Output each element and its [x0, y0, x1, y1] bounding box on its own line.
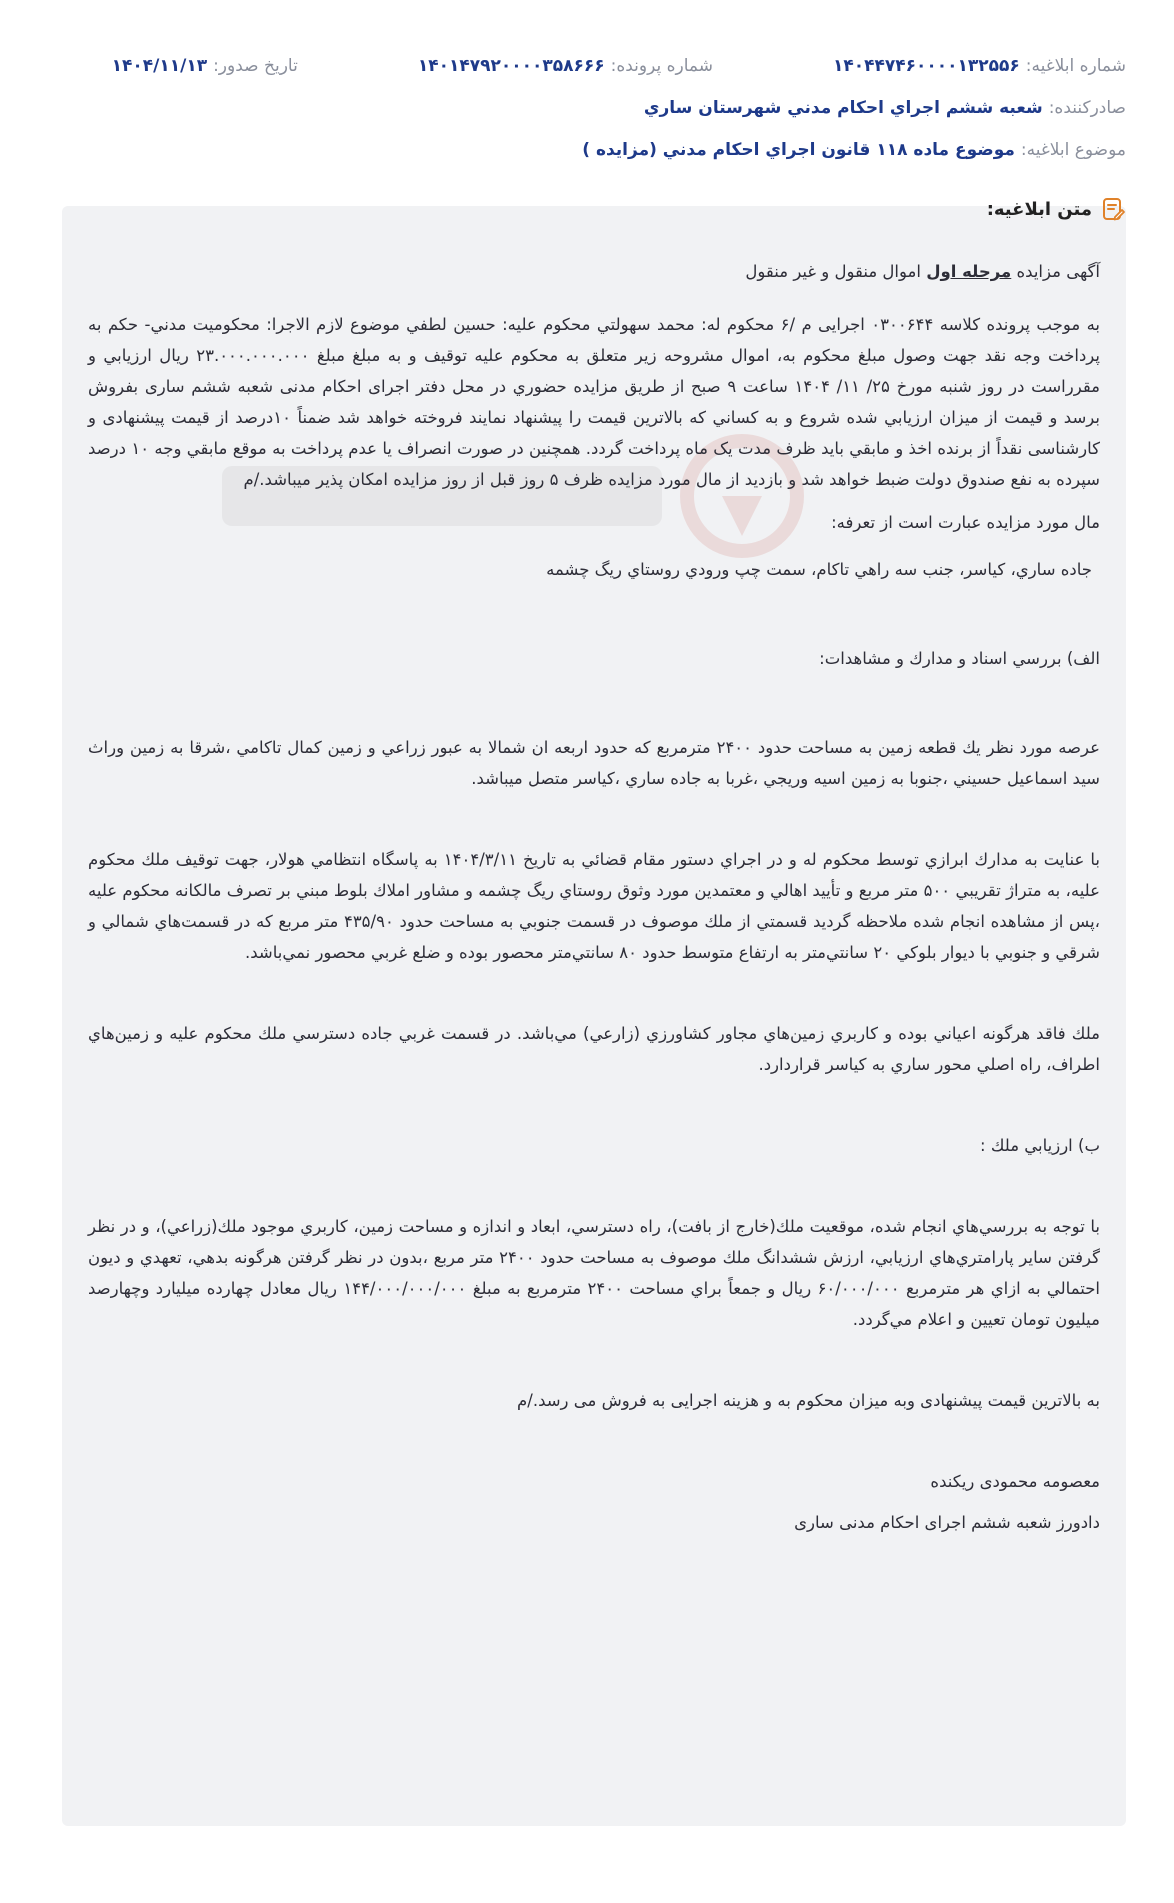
subject-value: موضوع ماده ۱۱۸ قانون اجراي احكام مدني (مزايده ) [582, 140, 1015, 160]
auction-item-intro: مال مورد مزایده عبارت است از تعرفه: [831, 513, 1100, 532]
file-number-value: ۱۴۰۱۴۷۹۲۰۰۰۰۳۵۸۶۶۶ [417, 56, 605, 76]
issue-date-value: ۱۴۰۴/۱۱/۱۳ [111, 56, 208, 76]
subject-row [48, 140, 1126, 160]
valuation-paragraph: با توجه به بررسي‌هاي انجام شده، موقعيت ملك(خارج از بافت)، راه دسترسي، ابعاد و اندازه و مساحت زمين، كاربري موجود ملك(زراعي)، و در نظر گرفتن ساير پارامتري‌هاي ارزيابي، ارزش ششدانگ ملك موصوف به مساحت حدود ۲۴۰۰ متر مربع ،بدون در نظر گرفتن هرگونه بدهي، تعهدي و ديون احتمالي به ازاي هر مترمربع ۶۰/۰۰۰/۰۰۰ ريال و جمعاً براي مساحت ۲۴۰۰ مترمربع به مبلغ ۱۴۴/۰۰۰/۰۰۰/۰۰۰ ريال معادل چهارده ميليارد وچهارصد ميليون تومان تعيين و اعلام مي‌گردد. [88, 1217, 1101, 1329]
section-b-heading: ب) ارزيابي ملك : [980, 1136, 1100, 1155]
auction-details-paragraph: به موجب پرونده كلاسه ۰۳۰۰۶۴۴ اجرایی م /۶ محكوم له: محمد سهولتي محكوم عليه: حسين لطفي موضوع لازم الاجرا: محكوميت مدني- حكم به پرداخت وجه نقد جهت وصول مبلغ محكوم به، اموال مشروحه زير متعلق به محكوم علیه توقیف و به مبلغ مبلغ ۲۳.۰۰۰.۰۰۰.۰۰۰ ريال ارزيابي و مقرراست در روز شنبه مورخ ۲۵/ ۱۱/ ۱۴۰۴ ساعت ۹ صبح از طريق مزايده حضوري در محل دفتر اجرای احکام مدنی شعبه ششم ساری بفروش برسد و قيمت از ميزان ارزيابي شده شروع و به كساني كه بالاترين قيمت را پيشنهاد نمايند فروخته خواهد شد ضمناً ۱۰درصد از قیمت پیشنهادی و كارشناسی نقداً از برنده اخذ و مابقي بايد ظرف مدت يک ماه پرداخت گردد. همچنين در صورت انصراف يا عدم پرداخت به موقع مابقي وجه ۱۰ درصد سپرده به نفع صندوق دولت ضبط خواهد شد و بازديد از مال مورد مزايده ظرف ۵ روز قبل از روز مزايده امكان پذير ميباشد./م [88, 315, 1101, 489]
land-use-paragraph: ملك فاقد هرگونه اعياني بوده و كاربري زمين‌هاي مجاور كشاورزي (زارعي) مي‌باشد. در قسمت غربي جاده دسترسي ملك محكوم عليه و زمين‌هاي اطراف، راه اصلي محور ساري به كياسر قراردارد. [88, 1024, 1100, 1074]
heading-stage: مرحله اول [926, 262, 1012, 281]
property-boundaries-paragraph: عرصه مورد نظر يك قطعه زمين به مساحت حدود ۲۴۰۰ مترمربع كه حدود اربعه ان شمالا به عبور زراعي و زمين كمال تاكامي ،شرقا به زمين وراث سيد اسماعيل حسيني ،جنوبا به زمين اسيه وريجي ،غربا به جاده ساري ،كياسر متصل ميباشد. [88, 738, 1100, 788]
signatory-title: دادورز شعبه ششم اجرای احکام مدنی ساری [794, 1513, 1100, 1532]
inspection-paragraph: با عنايت به مدارك ابرازي توسط محكوم له و در اجراي دستور مقام قضائي به تاريخ ۱۴۰۴/۳/۱۱ به پاسگاه انتظامي هولار، جهت توقيف ملك محكوم عليه، به متراژ تقريبي ۵۰۰ متر مربع و تأييد اهالي و معتمدين مورد وثوق روستاي ريگ چشمه و مشاور املاك بلوط مبني بر تصرف مالكانه محكوم عليه ،پس از مشاهده انجام شده ملاحظه گرديد قسمتي از ملك موصوف در قسمت جنوبي به مساحت حدود ۴۳۵/۹۰ متر مربع كه در قسمت‌هاي شمالي و شرقي و جنوبي با ديوار بلوكي ۲۰ سانتي‌متر به ارتفاع متوسط حدود ۸۰ سانتي‌متر محصور بوده و ضلع غربي محصور نمي‌باشد. [88, 850, 1100, 962]
file-number [418, 56, 713, 76]
issuer-row [48, 98, 1126, 118]
issuer-label: صادرکننده: [1048, 98, 1126, 118]
heading-post: اموال منقول و غیر منقول [745, 262, 921, 281]
issue-date [112, 56, 298, 76]
file-number-label: شماره پرونده: [610, 56, 713, 76]
subject-label: موضوع ابلاغیه: [1020, 140, 1126, 160]
issue-date-label: تاریخ صدور: [213, 56, 298, 76]
notice-number-value: ۱۴۰۴۴۷۴۶۰۰۰۰۱۳۲۵۵۶ [832, 56, 1020, 76]
notice-heading [88, 256, 1100, 287]
notice-number [833, 56, 1126, 76]
heading-pre: آگهی مزایده [1016, 262, 1100, 281]
signatory-name: معصومه محمودی ریکنده [930, 1472, 1100, 1491]
document-edit-icon [1100, 196, 1126, 222]
sale-condition-paragraph: به بالاترين قیمت پیشنهادی وبه میزان محکوم به و هزینه اجرایی به فروش می رسد./م [517, 1391, 1100, 1410]
section-a-heading: الف) بررسي اسناد و مدارك و مشاهدات: [819, 649, 1100, 668]
notice-text-title [987, 196, 1126, 222]
property-location: جاده ساري، كياسر، جنب سه راهي تاكام، سمت چپ ورودي روستاي ريگ چشمه [546, 560, 1092, 579]
issuer-value: شعبه ششم اجراي احكام مدني شهرستان ساري [643, 98, 1043, 118]
notice-text-title-label: متن ابلاغیه: [986, 198, 1092, 220]
notice-content-box [62, 206, 1126, 1826]
notice-meta-row [48, 56, 1126, 76]
notice-number-label: شماره ابلاغیه: [1025, 56, 1126, 76]
